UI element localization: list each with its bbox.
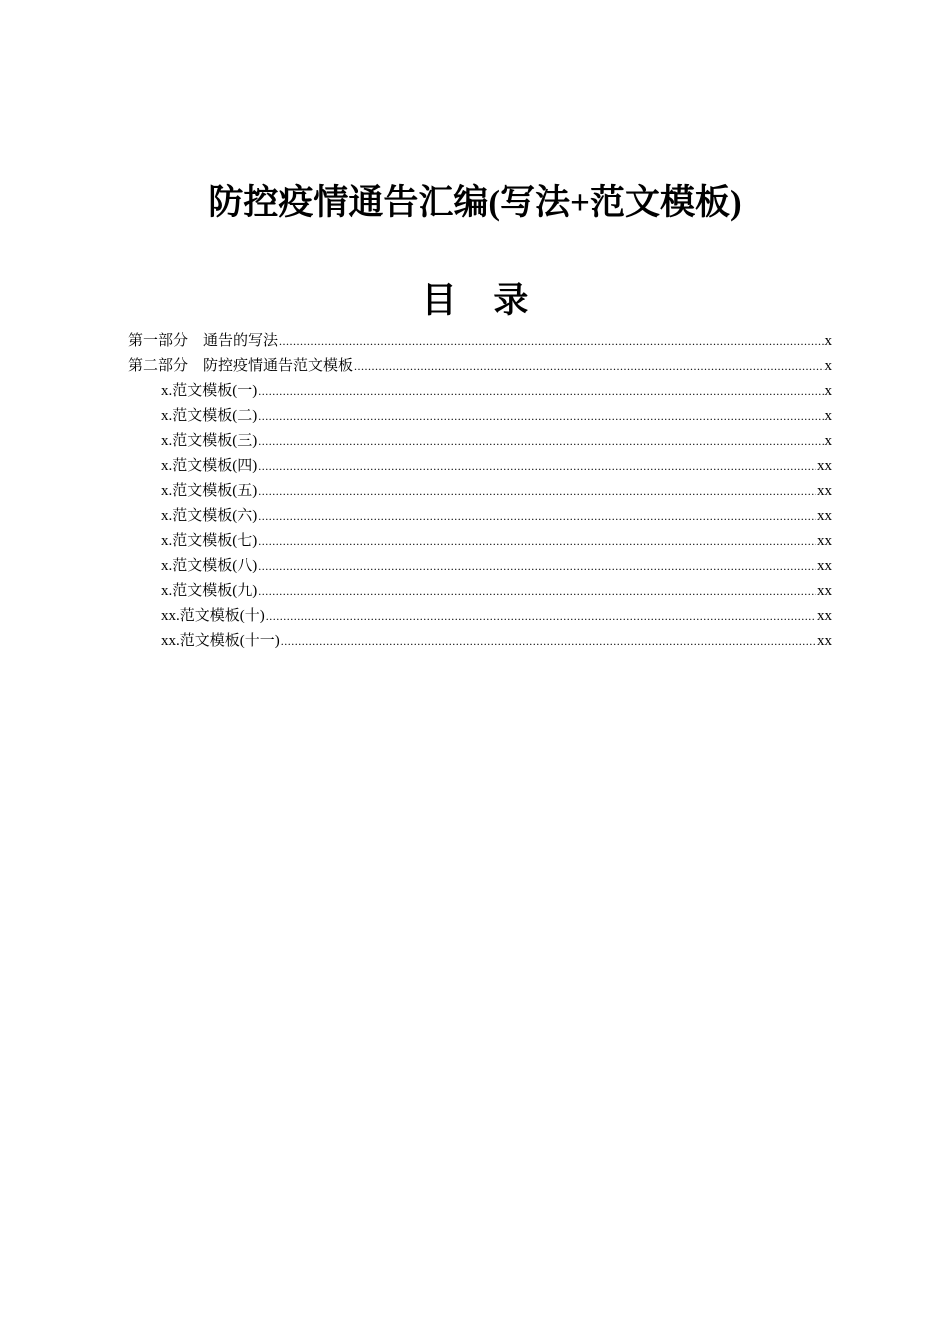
toc-entry-label: x.范文模板(九)	[161, 583, 258, 599]
toc-entry-template-2[interactable]	[128, 404, 832, 429]
toc-heading: 目 录	[421, 281, 543, 320]
toc-leader-dots	[258, 429, 823, 454]
document-title: 防控疫情通告汇编(写法+范文模板)	[208, 183, 742, 222]
toc-entry-page: xx	[817, 608, 832, 624]
toc-entry-label: x.范文模板(五)	[161, 483, 258, 499]
toc-entry-label: x.范文模板(二)	[161, 408, 258, 424]
toc-entry-label: x.范文模板(七)	[161, 533, 258, 549]
toc-leader-dots	[279, 329, 823, 354]
toc-entry-label: x.范文模板(四)	[161, 458, 258, 474]
toc-entry-label: 第一部分 通告的写法	[128, 333, 279, 349]
toc-entry-label: xx.范文模板(十)	[161, 608, 265, 624]
toc-entry-page: xx	[817, 583, 832, 599]
toc-entry-page: xx	[817, 633, 832, 649]
toc-leader-dots	[258, 454, 816, 479]
toc-entry-page: xx	[817, 458, 832, 474]
toc-entry-page: x	[824, 383, 832, 399]
toc-leader-dots	[258, 504, 816, 529]
toc-leader-dots	[354, 354, 823, 379]
toc-entry-label: x.范文模板(八)	[161, 558, 258, 574]
toc-entry-label: x.范文模板(三)	[161, 433, 258, 449]
toc-entry-page: x	[824, 333, 832, 349]
toc-entry-label: x.范文模板(一)	[161, 383, 258, 399]
toc-leader-dots	[281, 629, 816, 654]
toc-entry-page: xx	[817, 508, 832, 524]
toc-leader-dots	[266, 604, 816, 629]
toc-entry-label: 第二部分 防控疫情通告范文模板	[128, 358, 354, 374]
toc-entry-page: x	[824, 433, 832, 449]
toc-leader-dots	[258, 529, 816, 554]
toc-entry-template-1[interactable]	[128, 379, 832, 404]
table-of-contents	[128, 329, 832, 654]
toc-entry-template-11[interactable]	[128, 629, 832, 654]
toc-leader-dots	[258, 379, 823, 404]
toc-entry-page: xx	[817, 533, 832, 549]
toc-leader-dots	[258, 404, 823, 429]
toc-entry-page: x	[824, 358, 832, 374]
toc-leader-dots	[258, 554, 816, 579]
toc-entry-page: xx	[817, 558, 832, 574]
toc-entry-template-10[interactable]	[128, 604, 832, 629]
toc-entry-label: x.范文模板(六)	[161, 508, 258, 524]
toc-entry-template-6[interactable]	[128, 504, 832, 529]
toc-entry-template-7[interactable]	[128, 529, 832, 554]
toc-entry-label: xx.范文模板(十一)	[161, 633, 280, 649]
toc-leader-dots	[258, 479, 816, 504]
toc-entry-page: xx	[817, 483, 832, 499]
toc-entry-part-1[interactable]	[128, 329, 832, 354]
toc-entry-template-9[interactable]	[128, 579, 832, 604]
toc-entry-part-2[interactable]	[128, 354, 832, 379]
toc-entry-template-3[interactable]	[128, 429, 832, 454]
toc-leader-dots	[258, 579, 816, 604]
toc-entry-page: x	[824, 408, 832, 424]
toc-entry-template-4[interactable]	[128, 454, 832, 479]
toc-entry-template-8[interactable]	[128, 554, 832, 579]
toc-entry-template-5[interactable]	[128, 479, 832, 504]
